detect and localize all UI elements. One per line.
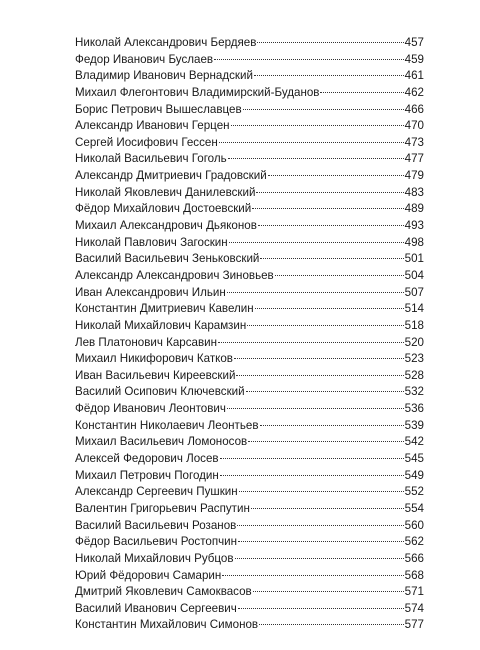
toc-entry-name: Фёдор Михайлович Достоевский (75, 202, 252, 216)
toc-entry-name: Федор Иванович Буслаев (75, 52, 214, 66)
toc-entry-page: 483 (404, 185, 424, 199)
toc-entry (75, 36, 424, 53)
toc-entry-name: Николай Михайлович Карамзин (75, 318, 247, 332)
dot-leader (253, 591, 404, 592)
toc-entry-page: 577 (404, 618, 424, 632)
toc-entry-name: Фёдор Иванович Леонтович (75, 402, 226, 416)
toc-entry-page: 571 (404, 585, 424, 599)
toc-entry-page: 473 (404, 135, 424, 149)
dot-leader (218, 342, 404, 343)
dot-leader (229, 242, 404, 243)
toc-entry-name: Василий Васильевич Зеньковский (75, 252, 260, 266)
toc-entry-page: 459 (404, 52, 424, 66)
toc-entry-name: Михаил Петрович Погодин (75, 468, 219, 482)
toc-entry-page: 504 (404, 268, 424, 282)
toc-entry-page: 542 (404, 435, 424, 449)
dot-leader (219, 142, 404, 143)
toc-entry (75, 419, 424, 436)
toc-entry-page: 549 (404, 468, 424, 482)
dot-leader (237, 525, 403, 526)
dot-leader (231, 125, 404, 126)
toc-entry (75, 485, 424, 502)
toc-entry-name: Константин Дмитриевич Кавелин (75, 302, 254, 316)
toc-entry-name: Иван Александрович Ильин (75, 285, 226, 299)
dot-leader (227, 408, 404, 409)
toc-entry (75, 136, 424, 153)
toc-entry-page: 498 (404, 235, 424, 249)
toc-entry-page: 523 (404, 352, 424, 366)
toc-entry (75, 452, 424, 469)
toc-entry-name: Николай Александрович Бердяев (75, 36, 257, 49)
dot-leader (243, 109, 404, 110)
toc-entry-page: 462 (404, 85, 424, 99)
dot-leader (258, 225, 404, 226)
dot-leader (239, 491, 404, 492)
toc-entry-page: 545 (404, 452, 424, 466)
dot-leader (255, 308, 404, 309)
toc-entry-name: Юрий Фёдорович Самарин (75, 568, 222, 582)
dot-leader (259, 624, 404, 625)
toc-entry-name: Константин Михайлович Симонов (75, 618, 259, 632)
toc-entry (75, 552, 424, 569)
toc-entry (75, 302, 424, 319)
toc-entry (75, 152, 424, 169)
toc-entry-page: 470 (404, 119, 424, 133)
toc-entry (75, 169, 424, 186)
toc-entry-name: Валентин Григорьевич Распутин (75, 501, 250, 515)
toc-entry-page: 554 (404, 501, 424, 515)
toc-entry-name: Фёдор Васильевич Ростопчин (75, 535, 238, 549)
dot-leader (260, 425, 404, 426)
dot-leader (222, 575, 403, 576)
toc-entry (75, 585, 424, 602)
dot-leader (246, 391, 404, 392)
toc-entry-page: 489 (404, 202, 424, 216)
dot-leader (251, 508, 404, 509)
toc-entry (75, 535, 424, 552)
toc-entry-name: Василий Васильевич Розанов (75, 518, 237, 532)
toc-entry-page: 457 (404, 36, 424, 49)
dot-leader (257, 42, 403, 43)
dot-leader (275, 275, 404, 276)
dot-leader (235, 558, 404, 559)
toc-entry-page: 520 (404, 335, 424, 349)
toc-entry-page: 518 (404, 318, 424, 332)
toc-entry (75, 186, 424, 203)
dot-leader (228, 158, 404, 159)
toc-entry (75, 236, 424, 253)
toc-entry-name: Сергей Иосифович Гессен (75, 135, 218, 149)
toc-entry-page: 560 (404, 518, 424, 532)
toc-entry-page: 507 (404, 285, 424, 299)
toc-entry-name: Василий Осипович Ключевский (75, 385, 245, 399)
toc-entry-name: Михаил Никифорович Катков (75, 352, 233, 366)
toc-entry-page: 574 (404, 601, 424, 615)
toc-entry-page: 552 (404, 485, 424, 499)
toc-entry-name: Александр Дмитриевич Градовский (75, 169, 267, 183)
toc-entry (75, 469, 424, 486)
dot-leader (238, 541, 404, 542)
dot-leader (252, 208, 403, 209)
toc-entry-page: 528 (404, 368, 424, 382)
toc-entry (75, 569, 424, 586)
toc-entry-page: 536 (404, 402, 424, 416)
toc-entry-name: Иван Васильевич Киреевский (75, 368, 236, 382)
toc-entry (75, 219, 424, 236)
toc-entry (75, 119, 424, 136)
toc-entry-name: Борис Петрович Вышеславцев (75, 102, 242, 116)
dot-leader (227, 292, 404, 293)
dot-leader (214, 59, 404, 60)
dot-leader (247, 325, 403, 326)
toc-entry (75, 435, 424, 452)
toc-entry-name: Михаил Александрович Дьяконов (75, 219, 257, 233)
dot-leader (256, 192, 403, 193)
toc-entry-name: Александр Александрович Зиновьев (75, 268, 274, 282)
toc-entry-page: 568 (404, 568, 424, 582)
toc-entry (75, 69, 424, 86)
toc-entry-name: Николай Михайлович Рубцов (75, 551, 234, 565)
toc-entry-page: 562 (404, 535, 424, 549)
dot-leader (236, 375, 403, 376)
dot-leader (260, 258, 403, 259)
dot-leader (320, 92, 403, 93)
dot-leader (234, 358, 404, 359)
toc-entry-name: Константин Николаевич Леонтьев (75, 418, 259, 432)
dot-leader (238, 608, 404, 609)
toc-entry (75, 602, 424, 619)
toc-entry (75, 402, 424, 419)
toc-entry (75, 53, 424, 70)
toc-entry-page: 461 (404, 69, 424, 83)
toc-entry (75, 352, 424, 369)
toc-entry (75, 286, 424, 303)
toc-entry (75, 319, 424, 336)
toc-entry-page: 566 (404, 551, 424, 565)
toc-entry-name: Василий Иванович Сергеевич (75, 601, 237, 615)
toc-entry (75, 86, 424, 103)
toc-entry-name: Лев Платонович Карсавин (75, 335, 218, 349)
toc-entry (75, 385, 424, 402)
toc-entry-name: Дмитрий Яковлевич Самоквасов (75, 585, 252, 599)
toc-entry-page: 479 (404, 169, 424, 183)
dot-leader (254, 75, 404, 76)
dot-leader (220, 475, 404, 476)
toc-entry-name: Владимир Иванович Вернадский (75, 69, 253, 83)
toc-entry-page: 477 (404, 152, 424, 166)
dot-leader (220, 458, 404, 459)
toc-entry-page: 532 (404, 385, 424, 399)
toc-entry-name: Николай Яковлевич Данилевский (75, 185, 256, 199)
toc-entry-name: Александр Сергеевич Пушкин (75, 485, 238, 499)
toc-entry-name: Михаил Флегонтович Владимирский-Буданов (75, 85, 320, 99)
toc-entry-name: Николай Васильевич Гоголь (75, 152, 227, 166)
table-of-contents (75, 36, 424, 635)
toc-entry-page: 493 (404, 219, 424, 233)
toc-entry (75, 618, 424, 635)
dot-leader (268, 175, 404, 176)
toc-entry (75, 519, 424, 536)
toc-entry (75, 103, 424, 120)
toc-entry-page: 466 (404, 102, 424, 116)
toc-entry (75, 336, 424, 353)
toc-entry (75, 252, 424, 269)
toc-entry-page: 514 (404, 302, 424, 316)
toc-entry (75, 502, 424, 519)
toc-entry (75, 202, 424, 219)
toc-entry-name: Николай Павлович Загоскин (75, 235, 228, 249)
toc-entry-page: 501 (404, 252, 424, 266)
toc-entry (75, 369, 424, 386)
toc-entry-name: Александр Иванович Герцен (75, 119, 230, 133)
dot-leader (248, 441, 403, 442)
toc-entry-name: Алексей Федорович Лосев (75, 452, 219, 466)
toc-entry-name: Михаил Васильевич Ломоносов (75, 435, 248, 449)
toc-entry (75, 269, 424, 286)
toc-entry-page: 539 (404, 418, 424, 432)
